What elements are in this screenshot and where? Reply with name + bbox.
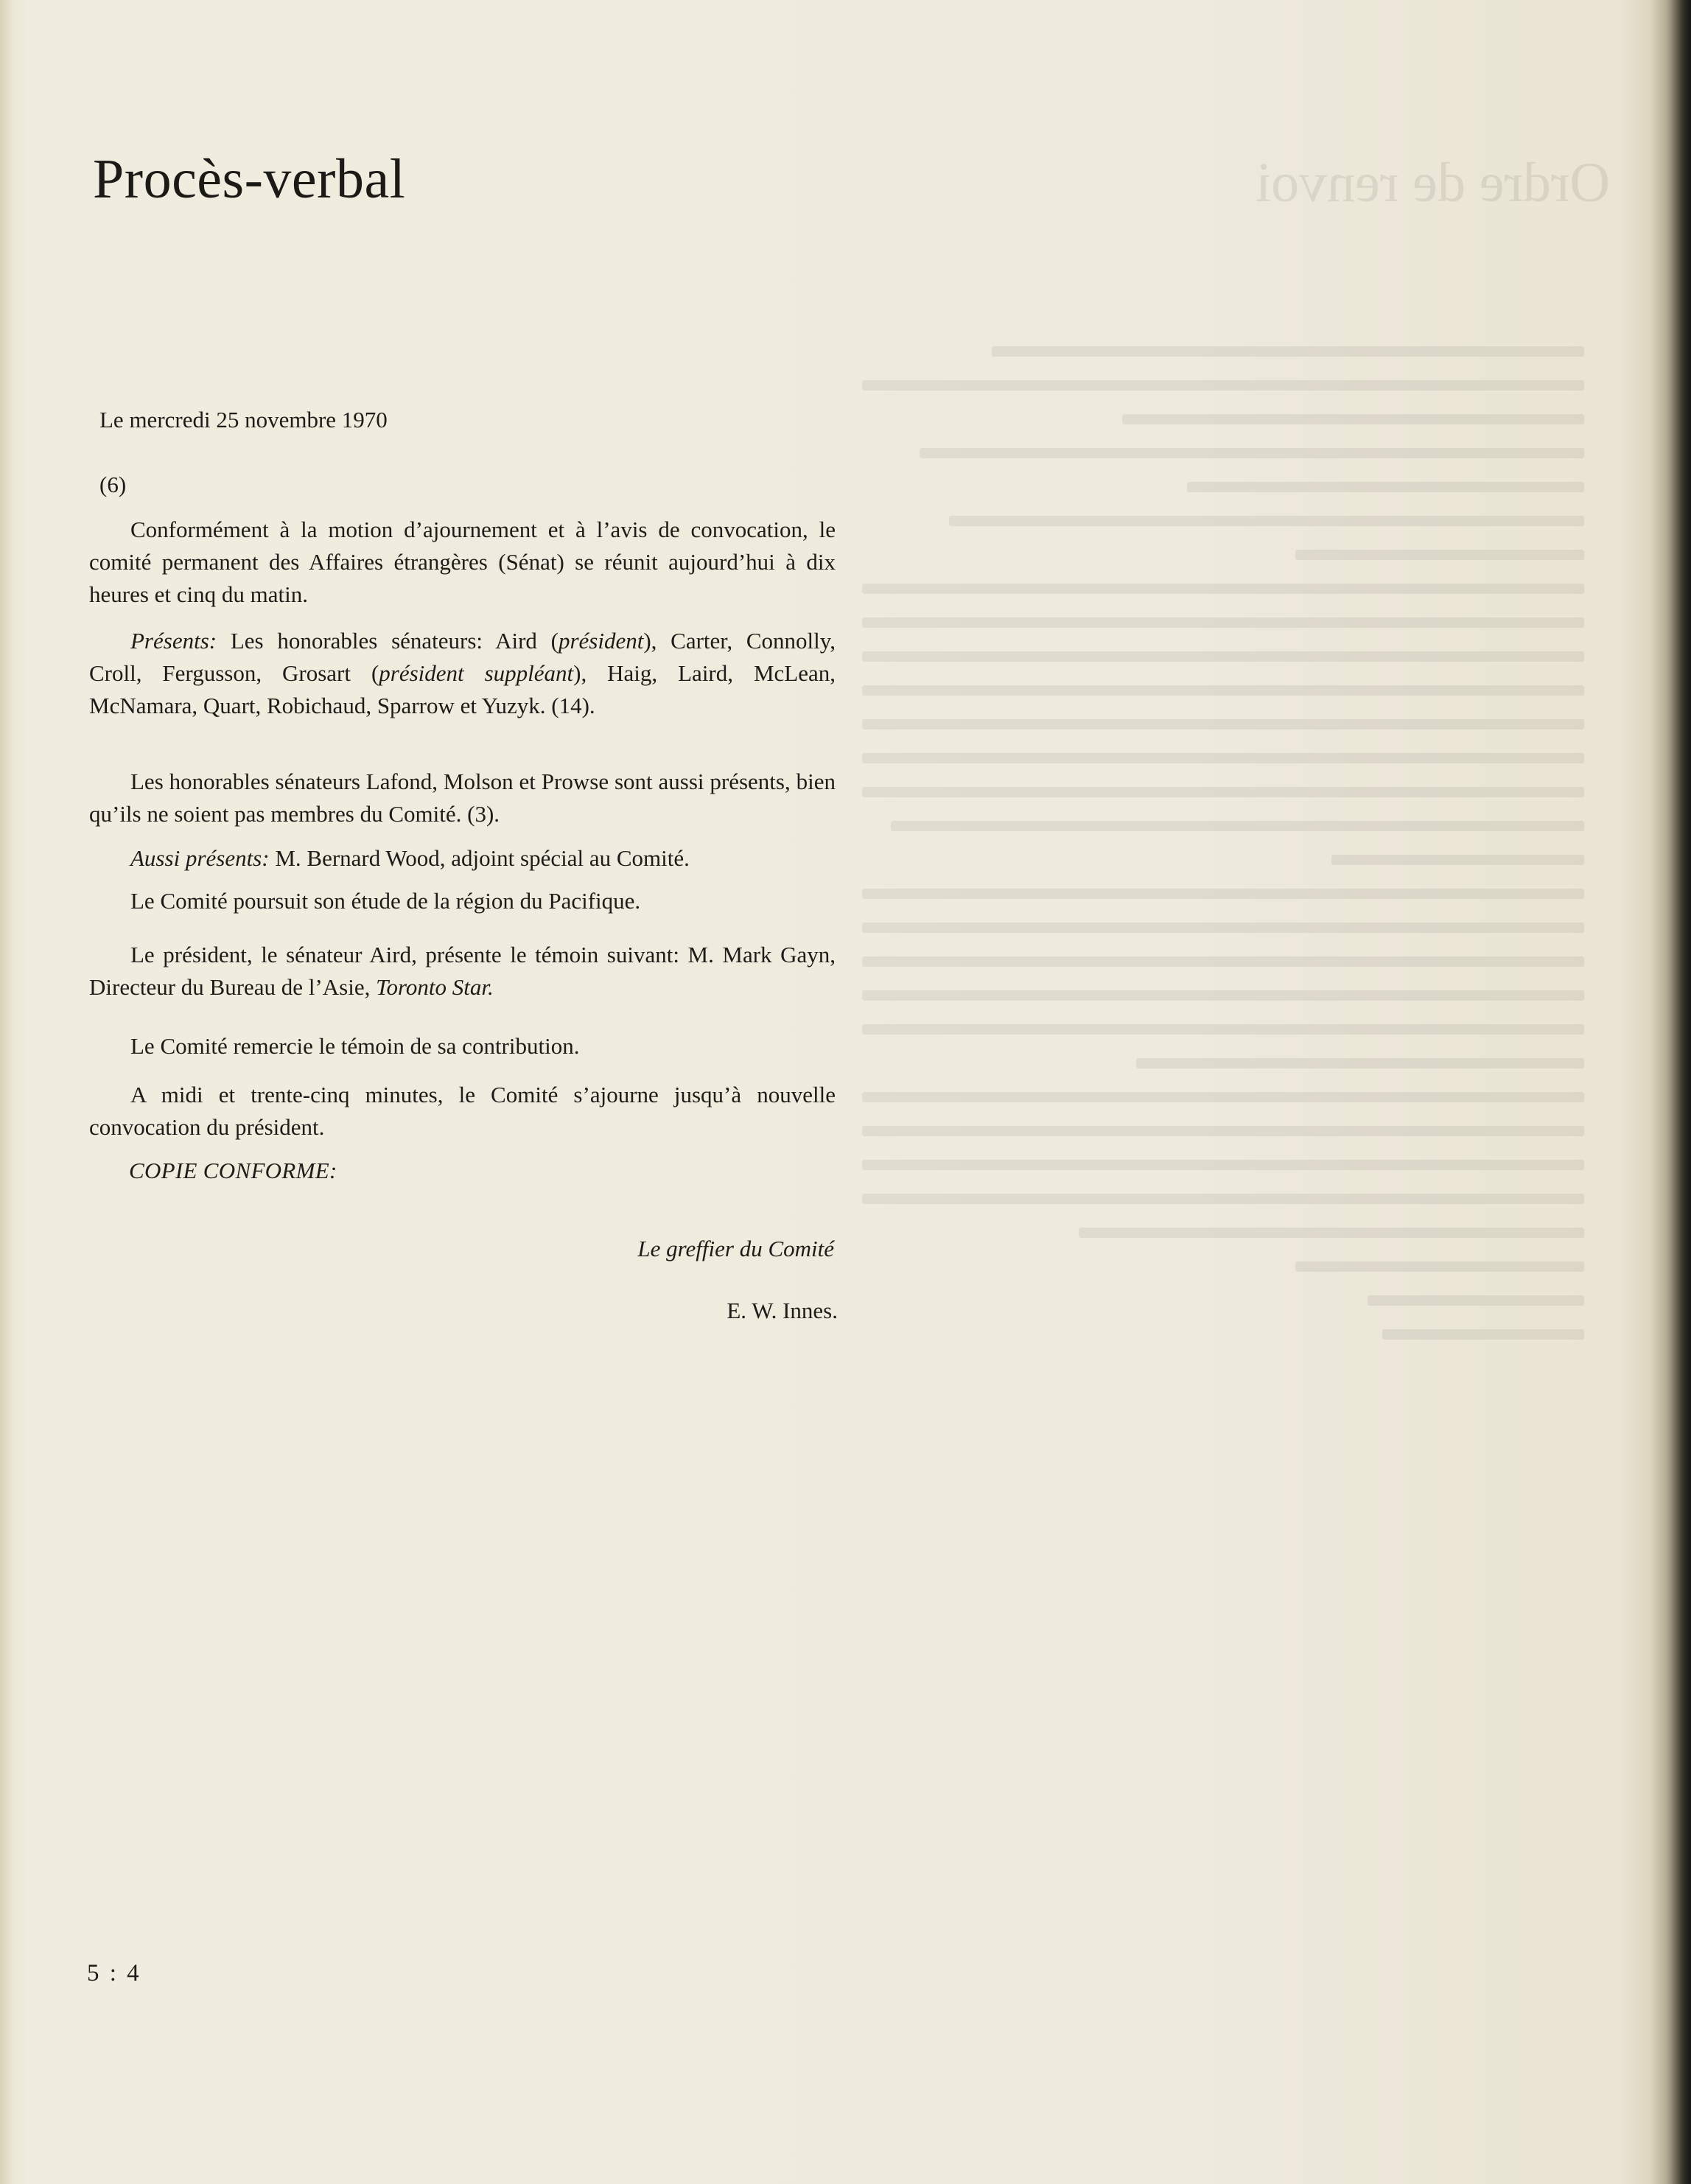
book-spine-shadow	[1666, 0, 1691, 2184]
paragraph-study: Le Comité poursuit son étude de la région du Pacifique.	[130, 888, 641, 914]
also-present-label: Aussi présents:	[130, 845, 270, 871]
present-text-a: Les honorables sénateurs: Aird (	[217, 628, 559, 654]
page-title: Procès-verbal	[93, 148, 406, 210]
page-number: 5 : 4	[87, 1960, 141, 1987]
paragraph-witness	[89, 939, 836, 1004]
deputy-chair-role: président suppléant	[379, 660, 574, 686]
present-text-c: ), Haig, Laird, McLean, McNamara, Quart, Robichaud, Sparrow et Yuzyk. (14).	[89, 660, 836, 718]
present-label: Présents:	[130, 628, 217, 654]
paragraph-adjournment: A midi et trente-cinq minutes, le Comité s’ajourne jusqu’à nouvelle convocation du président.	[89, 1082, 836, 1140]
witness-text: Le président, le sénateur Aird, présente le témoin suivant: M. Mark Gayn, Directeur du Bureau de l’Asie,	[89, 942, 836, 1000]
paragraph-thanks: Le Comité remercie le témoin de sa contribution.	[130, 1033, 580, 1059]
certification-label: COPIE CONFORME:	[129, 1158, 337, 1183]
meeting-date: Le mercredi 25 novembre 1970	[99, 407, 388, 433]
also-present-text: M. Bernard Wood, adjoint spécial au Comité.	[269, 845, 690, 871]
signature-role: Le greffier du Comité	[637, 1236, 834, 1261]
paragraph-present-members	[89, 625, 836, 722]
sitting-number: (6)	[99, 472, 127, 497]
paragraph-other-senators: Les honorables sénateurs Lafond, Molson et Prowse sont aussi présents, bien qu’ils ne soient pas membres du Comité. (3).	[89, 769, 836, 827]
witness-organization: Toronto Star.	[376, 974, 494, 1000]
signature-name: E. W. Innes.	[727, 1298, 838, 1323]
paragraph-also-present	[89, 842, 836, 875]
show-through-text	[862, 346, 1584, 1452]
chair-role: président	[558, 628, 644, 654]
show-through-title: Ordre de renvoi	[1255, 152, 1610, 214]
present-text-b: ), Carter, Connolly, Croll, Fergusson, Grosart (	[89, 628, 836, 686]
paragraph-convocation: Conformément à la motion d’ajournement et à l’avis de convocation, le comité permanent des Affaires étrangères (Sénat) se réunit aujourd’hui à dix heures et cinq du matin.	[89, 517, 836, 607]
